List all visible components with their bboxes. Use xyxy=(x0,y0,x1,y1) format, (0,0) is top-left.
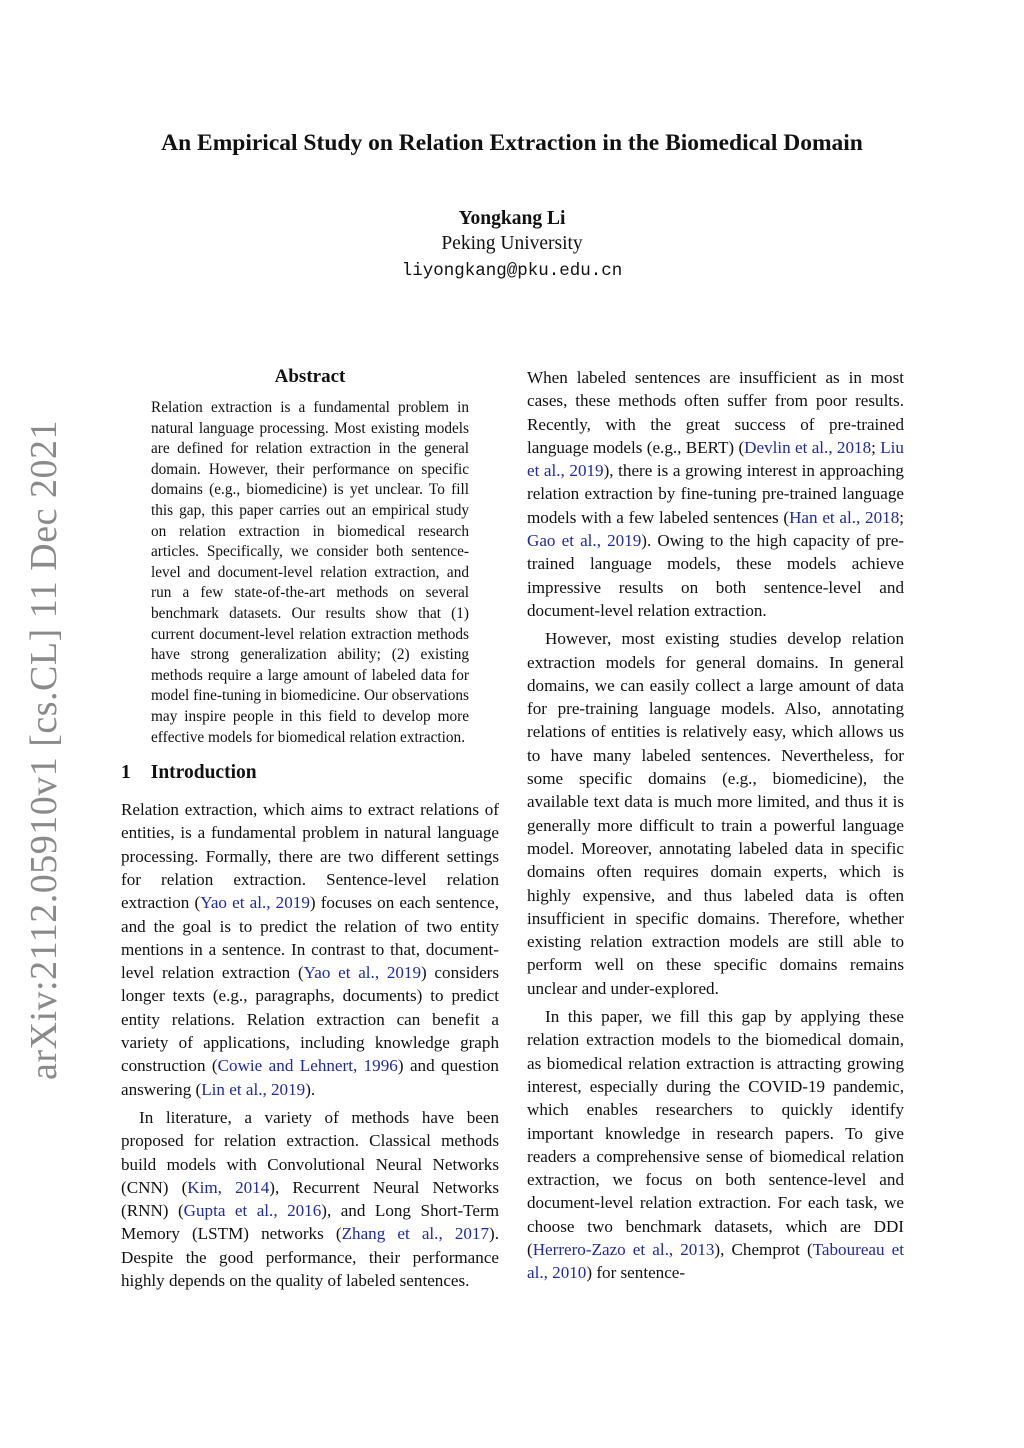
body-paragraph xyxy=(527,1005,904,1285)
left-paragraphs xyxy=(121,798,499,1292)
paragraph-text: ). xyxy=(305,1079,316,1099)
citation-link[interactable]: Liu et al., 2019 xyxy=(527,437,904,481)
paragraph-text: In this paper, we fill this gap by applying these relation extraction models to the biomedical domain, as biomedical relation extraction is attracting growing interest, especially during the COVID-19 pandemic, which enables researchers to quickly identify important knowledge in research papers. To give readers a comprehensive sense of biomedical relation extraction, we focus on both sentence-level and document-level relation extraction. For each task, we choose two benchmark datasets, which are DDI ( xyxy=(527,1007,904,1259)
paragraph-text: ), Recurrent Neural Networks (RNN) ( xyxy=(121,1177,499,1221)
citation-link[interactable]: Kim, 2014 xyxy=(187,1177,270,1197)
abstract-heading: Abstract xyxy=(274,366,346,387)
body-paragraph xyxy=(527,627,904,1000)
body-paragraph xyxy=(121,798,499,1101)
citation-link[interactable]: Devlin et al., 2018 xyxy=(744,437,872,457)
paragraph-text: ), there is a growing interest in approaching relation extraction by fine-tuning pre-trained language models with a few labeled sentences ( xyxy=(527,461,904,527)
paper-title: An Empirical Study on Relation Extraction in the Biomedical Domain xyxy=(161,130,863,156)
right-paragraphs xyxy=(527,366,904,1285)
paragraph-text: ), Chemprot ( xyxy=(714,1239,813,1259)
paragraph-text: ), and Long Short-Term Memory (LSTM) networks ( xyxy=(121,1201,499,1244)
paragraph-text: ; xyxy=(899,507,904,527)
citation-link[interactable]: Gupta et al., 2016 xyxy=(183,1201,322,1221)
citation-link[interactable]: Gao et al., 2019 xyxy=(527,531,642,551)
paragraph-text: ). Owing to the high capacity of pre-trained language models, these models achieve impressive results on both sentence-level and document-level relation extraction. xyxy=(527,531,904,620)
left-column xyxy=(121,366,499,1292)
paragraph-text: Relation extraction, which aims to extract relations of entities, is a fundamental problem in natural language processing. Formally, there are two different settings for relation extraction. Sentence-level relation extraction ( xyxy=(121,800,499,913)
citation-link[interactable]: Lin et al., 2019 xyxy=(201,1079,306,1099)
author-block xyxy=(0,206,1024,286)
author-affiliation: Peking University xyxy=(441,233,583,254)
citation-link[interactable]: Taboureau et al., 2010 xyxy=(527,1239,904,1283)
citation-link[interactable]: Han et al., 2018 xyxy=(789,507,900,527)
citation-link[interactable]: Yao et al., 2019 xyxy=(303,963,422,983)
paragraph-text: ) for sentence- xyxy=(586,1263,686,1283)
paragraph-text: ) and question answering ( xyxy=(121,1056,499,1099)
paragraph-text: In literature, a variety of methods have been proposed for relation extraction. Classical methods build models with Convolutional Neural Networks (CNN) ( xyxy=(121,1107,499,1197)
paragraph-text: ; xyxy=(871,437,881,457)
citation-link[interactable]: Cowie and Lehnert, 1996 xyxy=(217,1056,398,1076)
arxiv-identifier-stamp: arXiv:2112.05910v1 [cs.CL] 11 Dec 2021 xyxy=(23,420,65,1080)
citation-link[interactable]: Yao et al., 2019 xyxy=(200,893,310,913)
paragraph-text: ) considers longer texts (e.g., paragraphs, documents) to predict entity relations. Relation extraction can benefit a variety of applications, including knowledge graph construction ( xyxy=(121,963,499,1076)
section-heading-introduction xyxy=(121,762,499,784)
section-title: Introduction xyxy=(150,762,257,784)
paragraph-text: When labeled sentences are insufficient as in most cases, these methods often suffer from poor results. Recently, with the great success of pre-trained language models (e.g., BERT) ( xyxy=(527,368,904,457)
body-paragraph xyxy=(527,366,904,622)
abstract-text: Relation extraction is a fundamental problem in natural language processing. Most existing models are defined for relation extraction in the general domain. However, their performance on specific domains (e.g., biomedicine) is yet unclear. To fill this gap, this paper carries out an empirical study on relation extraction in biomedical research articles. Specifically, we consider both sentence-level and document-level relation extraction, and run a few state-of-the-art methods on several benchmark datasets. Our results show that (1) current document-level relation extraction methods have strong generalization ability; (2) existing methods require a large amount of labeled data for model fine-tuning in biomedicine. Our observations may inspire people in this field to develop more effective models for biomedical relation extraction. xyxy=(151,399,469,746)
paragraph-text: ) focuses on each sentence, and the goal is to predict the relation of two entity mentions in a sentence. In contrast to that, document-level relation extraction ( xyxy=(121,893,499,983)
citation-link[interactable]: Zhang et al., 2017 xyxy=(341,1224,490,1244)
paragraph-text: However, most existing studies develop relation extraction models for general domains. In general domains, we can easily collect a large amount of data for pre-training language models. Also, annotating relations of entities is relatively easy, which allows us to have many labeled sentences. Nevertheless, for some specific domains (e.g., biomedicine), the available text data is much more limited, and thus it is generally more difficult to train a powerful language model. Moreover, annotating labeled data in specific domains often requires domain experts, which is highly expensive, and thus labeled data is often insufficient in specific domains. Therefore, whether existing relation extraction models are still able to perform well on these specific domains remains unclear and under-explored. xyxy=(527,629,904,998)
author-name: Yongkang Li xyxy=(458,208,566,229)
paragraph-text: ). Despite the good performance, their performance highly depends on the quality of labeled sentences. xyxy=(121,1224,499,1291)
body-paragraph xyxy=(121,1106,499,1292)
section-number: 1 xyxy=(121,762,131,784)
right-column xyxy=(527,366,904,1285)
author-email: liyongkang@pku.edu.cn xyxy=(401,261,623,281)
citation-link[interactable]: Herrero-Zazo et al., 2013 xyxy=(532,1239,715,1259)
